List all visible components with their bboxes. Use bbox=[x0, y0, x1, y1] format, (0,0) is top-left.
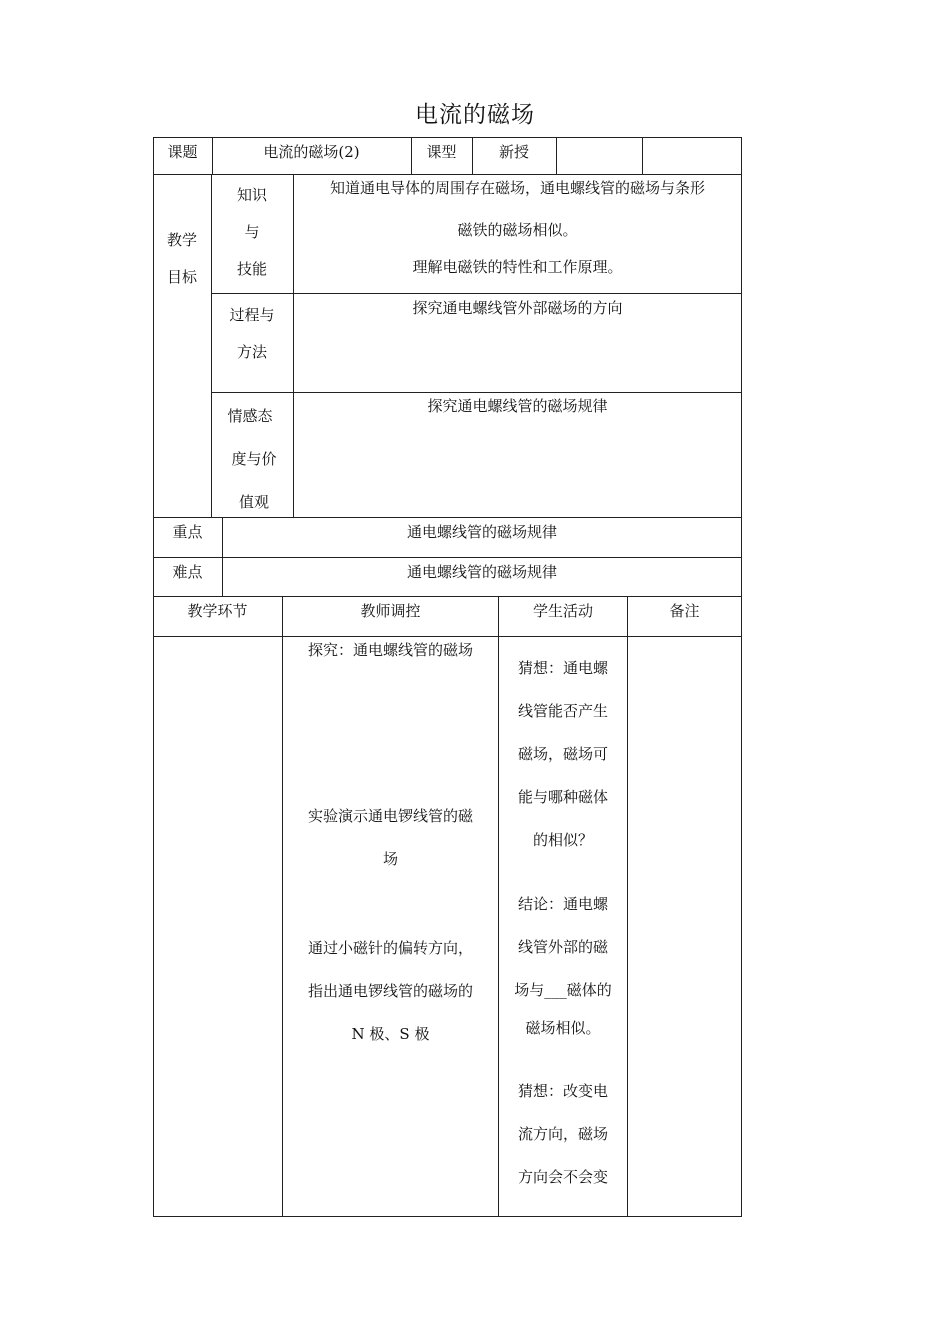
table-right-border bbox=[741, 137, 742, 1217]
divider bbox=[153, 636, 742, 637]
table-top-border bbox=[153, 137, 742, 138]
divider bbox=[153, 596, 742, 597]
student-line: 场与___磁体的 bbox=[514, 981, 612, 999]
student-line: 结论：通电螺 bbox=[517, 895, 608, 913]
student-line: 方向会不会变 bbox=[517, 1168, 608, 1186]
key-point-text: 通电螺线管的磁场规律 bbox=[406, 523, 557, 541]
student-line: 能与哪种磁体 bbox=[517, 788, 608, 806]
attitude-label-line: 情感态 bbox=[227, 407, 273, 425]
attitude-text: 探究通电螺线管的磁场规律 bbox=[427, 397, 608, 415]
student-line: 磁场，磁场可 bbox=[517, 745, 608, 763]
process-method-label bbox=[211, 297, 293, 371]
knowledge-text-line: 磁铁的磁场相似。 bbox=[457, 221, 578, 239]
table-left-border bbox=[153, 137, 154, 1217]
process-method-label-line: 方法 bbox=[236, 343, 267, 361]
knowledge-label-line: 知识 bbox=[236, 186, 267, 204]
knowledge-label bbox=[211, 177, 293, 288]
topic-label: 课题 bbox=[167, 143, 198, 161]
knowledge-text-line: 知道通电导体的周围存在磁场，通电螺线管的磁场与条形 bbox=[329, 179, 705, 197]
teacher-demo-line: 实验演示通电锣线管的磁 bbox=[307, 807, 473, 825]
student-line: 磁场相似。 bbox=[525, 1019, 601, 1037]
student-line: 的相似？ bbox=[532, 831, 593, 849]
col-header-teacher-control: 教师调控 bbox=[360, 602, 421, 620]
student-line: 线管外部的磁 bbox=[517, 938, 608, 956]
knowledge-text bbox=[294, 177, 741, 278]
divider bbox=[153, 557, 742, 558]
knowledge-label-line: 与 bbox=[244, 223, 260, 241]
objectives-label-line: 目标 bbox=[166, 268, 197, 286]
type-value: 新授 bbox=[498, 143, 529, 161]
objectives-label bbox=[153, 222, 211, 296]
attitude-label-line: 值观 bbox=[238, 493, 269, 511]
topic-value: 电流的磁场(2) bbox=[263, 143, 360, 161]
objectives-label-line: 教学 bbox=[166, 231, 197, 249]
teacher-demo-line: 场 bbox=[382, 850, 398, 868]
student-guess-1 bbox=[499, 647, 627, 862]
teacher-compass bbox=[283, 927, 498, 1056]
divider bbox=[211, 293, 742, 294]
knowledge-label-line: 技能 bbox=[236, 260, 267, 278]
difficulty-label: 难点 bbox=[172, 563, 203, 581]
table-bottom-border bbox=[153, 1216, 742, 1217]
student-line: 猜想：改变电 bbox=[517, 1082, 608, 1100]
attitude-label bbox=[211, 395, 297, 524]
attitude-label-line: 度与价 bbox=[231, 450, 277, 468]
divider bbox=[153, 174, 742, 175]
teacher-compass-line: N 极、S 极 bbox=[351, 1025, 430, 1043]
teacher-compass-line: 指出通电锣线管的磁场的 bbox=[307, 982, 473, 1000]
divider bbox=[211, 392, 742, 393]
knowledge-text-line: 理解电磁铁的特性和工作原理。 bbox=[412, 258, 623, 276]
teacher-compass-line: 通过小磁针的偏转方向， bbox=[307, 939, 473, 957]
student-line: 流方向，磁场 bbox=[517, 1125, 608, 1143]
col-header-teaching-step: 教学环节 bbox=[187, 602, 248, 620]
difficulty-text: 通电螺线管的磁场规律 bbox=[406, 563, 557, 581]
student-conclusion bbox=[499, 883, 627, 1050]
process-method-label-line: 过程与 bbox=[229, 306, 275, 324]
teacher-explore: 探究：通电螺线管的磁场 bbox=[307, 641, 473, 659]
student-line: 线管能否产生 bbox=[517, 702, 608, 720]
type-label: 课型 bbox=[426, 143, 457, 161]
student-line: 猜想：通电螺 bbox=[517, 659, 608, 677]
divider bbox=[282, 596, 283, 1217]
teacher-demo bbox=[283, 795, 498, 881]
key-point-label: 重点 bbox=[172, 523, 203, 541]
process-method-text: 探究通电螺线管外部磁场的方向 bbox=[412, 299, 623, 317]
divider bbox=[627, 596, 628, 1217]
divider bbox=[642, 137, 643, 174]
col-header-student-activity: 学生活动 bbox=[532, 602, 593, 620]
divider bbox=[556, 137, 557, 174]
student-guess-2 bbox=[499, 1070, 627, 1199]
col-header-notes: 备注 bbox=[669, 602, 700, 620]
document-title: 电流的磁场 bbox=[415, 102, 535, 128]
